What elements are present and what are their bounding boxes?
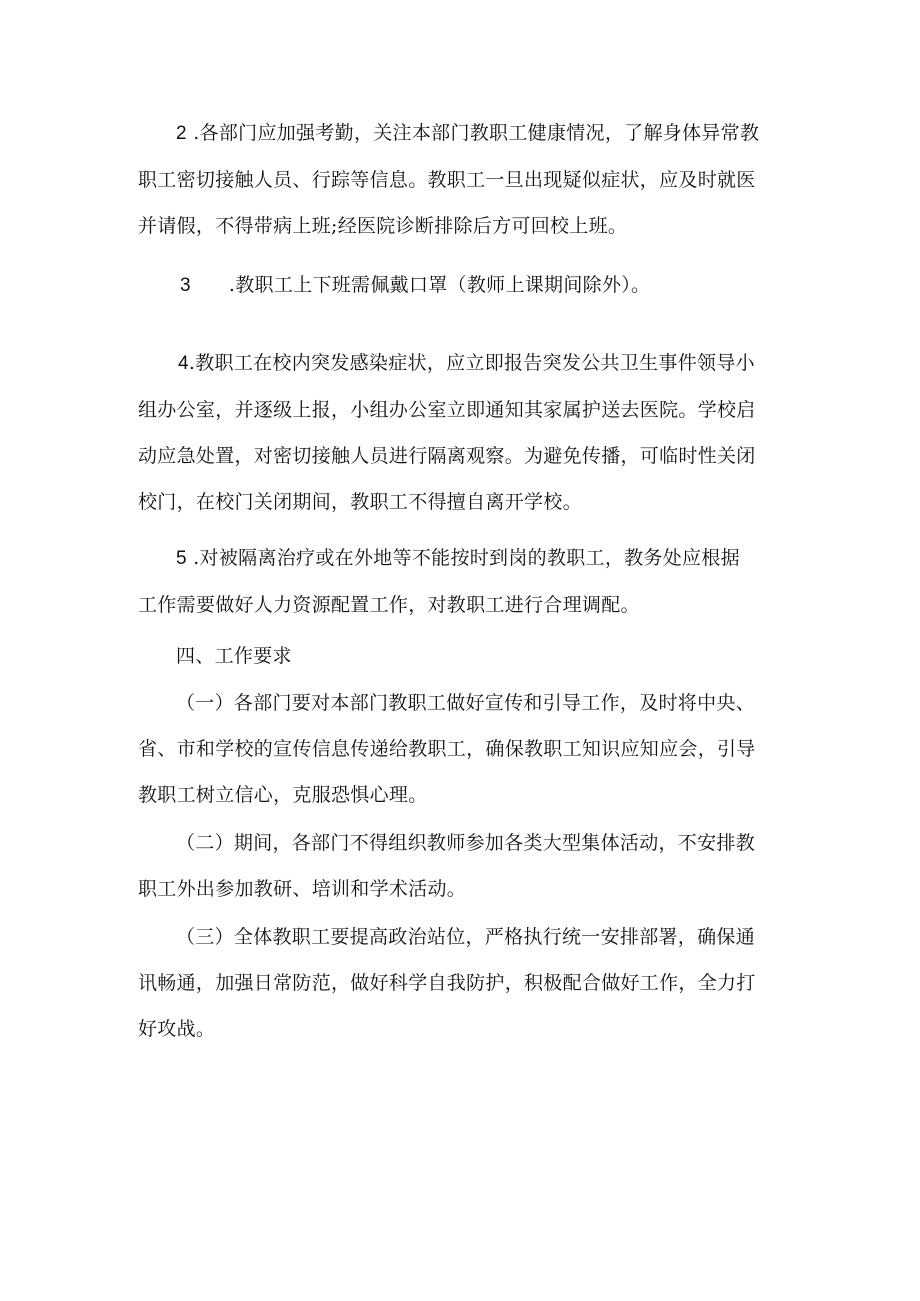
paragraph-line: 好攻战。 bbox=[138, 1018, 216, 1040]
paragraph-line: 职工外出参加教研、培训和学术活动。 bbox=[138, 878, 467, 900]
paragraph-line: 讯畅通，加强日常防范，做好科学自我防护，积极配合做好工作，全力打 bbox=[138, 972, 756, 994]
paragraph-item-3 bbox=[138, 262, 788, 309]
paragraph-text: .教职工上下班需佩戴口罩（教师上课期间除外）。 bbox=[190, 274, 651, 296]
paragraph-text: .对被隔离治疗或在外地等不能按时到岗的教职工，教务处应根据 bbox=[186, 547, 740, 569]
paragraph-line: 工作需要做好人力资源配置工作，对教职工进行合理调配。 bbox=[138, 594, 640, 616]
requirement-item-1 bbox=[138, 680, 788, 818]
paragraph-item-5 bbox=[138, 535, 788, 628]
paragraph-line: （一）各部门要对本部门教职工做好宣传和引导工作，及时将中央、 bbox=[176, 692, 756, 714]
item-number: 2 bbox=[176, 123, 187, 144]
paragraph-line: 职工密切接触人员、行踪等信息。教职工一旦出现疑似症状，应及时就医 bbox=[138, 169, 756, 191]
paragraph-line: 组办公室，并逐级上报，小组办公室立即通知其家属护送去医院。学校启 bbox=[138, 399, 756, 421]
paragraph-text: .教职工在校内突发感染症状，应立即报告突发公共卫生事件领导小 bbox=[188, 352, 755, 374]
paragraph-line: （二）期间，各部门不得组织教师参加各类大型集体活动，不安排教 bbox=[176, 832, 756, 854]
requirement-item-3 bbox=[138, 914, 788, 1052]
paragraph-line: 省、市和学校的宣传信息传递给教职工，确保教职工知识应知应会，引导 bbox=[138, 738, 756, 760]
item-number: 3 bbox=[180, 275, 191, 296]
item-number: 4 bbox=[178, 353, 189, 374]
paragraph-line: 动应急处置，对密切接触人员进行隔离观察。为避免传播，可临时性关闭 bbox=[138, 445, 756, 467]
paragraph-line: 并请假，不得带病上班;经医院诊断排除后方可回校上班。 bbox=[138, 215, 628, 237]
requirement-item-2 bbox=[138, 820, 788, 912]
paragraph-line: 教职工树立信心，克服恐惧心理。 bbox=[138, 784, 428, 806]
paragraph-text: .各部门应加强考勤，关注本部门教职工健康情况，了解身体异常教 bbox=[186, 122, 760, 144]
paragraph-line bbox=[138, 262, 788, 309]
section-heading-text: 四、工作要求 bbox=[176, 645, 292, 667]
paragraph-item-4 bbox=[138, 340, 788, 525]
paragraph-item-2 bbox=[138, 110, 788, 249]
section-heading bbox=[138, 633, 788, 679]
paragraph-line: （三）全体教职工要提高政治站位，严格执行统一安排部署，确保通 bbox=[176, 926, 756, 948]
paragraph-line bbox=[138, 110, 788, 157]
paragraph-line bbox=[138, 535, 788, 582]
paragraph-line bbox=[138, 340, 788, 387]
item-number: 5 bbox=[176, 548, 187, 569]
paragraph-line: 校门，在校门关闭期间，教职工不得擅自离开学校。 bbox=[138, 491, 582, 513]
